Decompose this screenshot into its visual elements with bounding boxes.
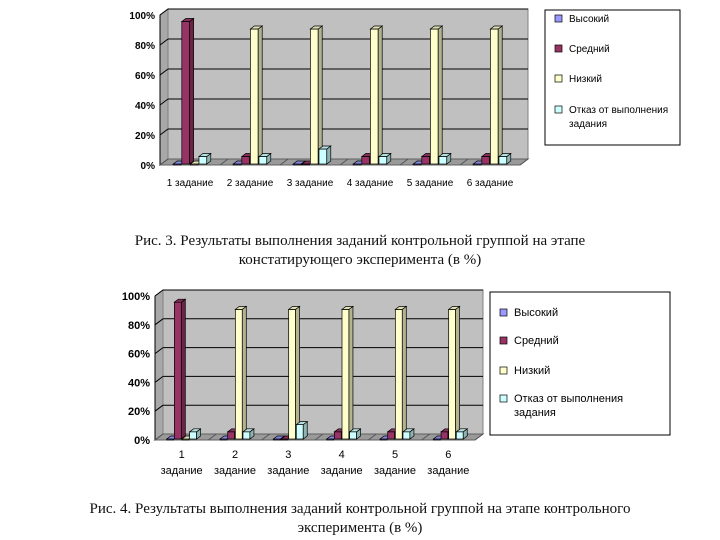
bar-front xyxy=(499,157,507,165)
bar-front xyxy=(250,29,258,164)
x-tick-label: задание xyxy=(213,465,257,477)
figure-3-caption-line-2: констатирующего эксперимента (в %) xyxy=(238,252,482,268)
legend-label: Средний xyxy=(514,335,559,347)
y-tick-label: 100% xyxy=(121,291,150,303)
x-tick-label: задание xyxy=(160,465,203,477)
x-tick-label: 5 задание xyxy=(406,178,454,189)
x-tick-label: 5 xyxy=(391,449,399,461)
legend-swatch xyxy=(500,395,507,402)
bar-front xyxy=(319,149,327,164)
chart-3 xyxy=(129,9,680,189)
bar-front xyxy=(174,302,181,439)
x-tick-label: задание xyxy=(427,465,470,477)
bar-front xyxy=(242,157,250,165)
figure-4-caption-line-1: Рис. 4. Результаты выполнения заданий контрольной группой на этапе контрольного xyxy=(89,501,631,517)
y-tick-label: 80% xyxy=(127,319,150,332)
x-tick-label: 3 задание xyxy=(286,178,334,189)
bar-3 xyxy=(342,306,353,439)
bar-front xyxy=(243,432,250,439)
bar-front xyxy=(259,157,267,165)
bar-side xyxy=(378,26,382,164)
bar-4 xyxy=(243,429,254,439)
bar-4 xyxy=(259,154,271,165)
legend-swatch xyxy=(555,45,562,52)
legend-label: Низкий xyxy=(569,74,602,85)
figure-3-caption xyxy=(0,232,720,270)
chart-4 xyxy=(122,290,670,477)
bar-front xyxy=(370,29,378,164)
legend-swatch xyxy=(500,367,507,374)
side-wall xyxy=(155,290,163,440)
bar-front xyxy=(388,432,395,439)
bar-front xyxy=(422,157,430,165)
bar-front xyxy=(182,22,190,165)
bar-3 xyxy=(449,306,460,439)
legend-swatch xyxy=(555,106,562,113)
bar-4 xyxy=(350,429,361,439)
legend-swatch xyxy=(500,309,507,316)
bar-front xyxy=(190,432,197,439)
figure-4-caption-line-2: эксперимента (в %) xyxy=(297,520,423,536)
x-tick-label: 4 xyxy=(338,449,345,461)
bar-4 xyxy=(379,154,391,165)
y-tick-label: 60% xyxy=(134,71,155,82)
bar-front xyxy=(199,157,207,165)
y-tick-label: 20% xyxy=(127,406,150,419)
bar-3 xyxy=(235,306,246,439)
legend-swatch xyxy=(555,75,562,82)
legend xyxy=(545,10,680,145)
bar-side xyxy=(498,26,502,164)
x-tick-label: 6 задание xyxy=(466,178,514,189)
legend-label: Средний xyxy=(569,44,610,55)
x-tick-label: 1 задание xyxy=(166,178,214,189)
legend xyxy=(490,292,670,435)
legend-label: Высокий xyxy=(514,307,559,319)
bar-4 xyxy=(319,146,331,164)
legend-label: Высокий xyxy=(569,14,610,25)
bar-side xyxy=(181,299,185,439)
bar-front xyxy=(350,432,357,439)
x-tick-label: 3 xyxy=(285,449,292,461)
y-tick-label: 40% xyxy=(134,101,155,112)
bar-4 xyxy=(199,154,211,165)
y-tick-label: 100% xyxy=(129,11,155,22)
bar-4 xyxy=(190,429,201,439)
bar-front xyxy=(228,432,235,439)
x-tick-label: 6 xyxy=(445,449,452,461)
bar-front xyxy=(439,157,447,165)
bar-side xyxy=(190,19,194,165)
bar-front xyxy=(395,309,402,439)
figure-4-caption xyxy=(0,500,720,538)
bar-front xyxy=(430,29,438,164)
bar-front xyxy=(379,157,387,165)
bar-side xyxy=(438,26,442,164)
plot-area xyxy=(163,290,483,434)
legend-label: Отказ от выполнения xyxy=(514,393,624,405)
x-tick-label: 2 задание xyxy=(226,178,274,189)
bar-front xyxy=(296,425,303,439)
legend-label: задания xyxy=(569,119,608,130)
bar-4 xyxy=(296,422,307,439)
bar-front xyxy=(482,157,490,165)
legend-label: задания xyxy=(514,407,556,419)
x-tick-label: 2 xyxy=(231,449,239,461)
bar-3 xyxy=(370,26,382,164)
y-tick-label: 0% xyxy=(134,435,150,447)
bar-front xyxy=(342,309,349,439)
bar-side xyxy=(456,306,460,439)
y-tick-label: 80% xyxy=(134,41,155,52)
y-tick-label: 20% xyxy=(134,131,155,142)
bar-2 xyxy=(182,19,194,165)
y-tick-label: 0% xyxy=(140,161,155,172)
bar-front xyxy=(289,309,296,439)
bar-2 xyxy=(174,299,185,439)
side-wall xyxy=(160,9,168,165)
x-tick-label: задание xyxy=(320,465,363,477)
bar-4 xyxy=(439,154,451,165)
bar-3 xyxy=(490,26,502,164)
bar-3 xyxy=(289,306,300,439)
bar-front xyxy=(403,432,410,439)
legend-box xyxy=(545,10,680,145)
legend-swatch xyxy=(555,15,562,22)
bar-side xyxy=(349,306,353,439)
bar-side xyxy=(258,26,262,164)
bar-front xyxy=(441,432,448,439)
y-tick-label: 60% xyxy=(127,348,150,361)
bar-front xyxy=(310,29,318,164)
legend-swatch xyxy=(500,337,507,344)
bar-front xyxy=(490,29,498,164)
bar-front xyxy=(334,432,341,439)
plot-area xyxy=(168,9,528,159)
bar-4 xyxy=(403,429,414,439)
bar-side xyxy=(402,306,406,439)
bar-4 xyxy=(499,154,511,165)
bar-side xyxy=(318,26,322,164)
figure-3-caption-line-1: Рис. 3. Результаты выполнения заданий контрольной группой на этапе xyxy=(134,233,586,249)
x-tick-label: 4 задание xyxy=(346,178,394,189)
bar-front xyxy=(235,309,242,439)
bar-3 xyxy=(310,26,322,164)
bar-front xyxy=(456,432,463,439)
legend-label: Отказ от выполнения xyxy=(569,105,669,116)
x-tick-label: задание xyxy=(373,465,417,477)
y-tick-label: 40% xyxy=(127,377,150,390)
bar-side xyxy=(242,306,246,439)
bar-3 xyxy=(430,26,442,164)
bar-front xyxy=(449,309,456,439)
legend-label: Низкий xyxy=(514,365,551,377)
x-tick-label: задание xyxy=(267,465,310,477)
bar-front xyxy=(362,157,370,165)
bar-3 xyxy=(395,306,406,439)
bar-side xyxy=(296,306,300,439)
bar-3 xyxy=(250,26,262,164)
bar-4 xyxy=(456,429,467,439)
x-tick-label: 1 xyxy=(178,449,185,461)
